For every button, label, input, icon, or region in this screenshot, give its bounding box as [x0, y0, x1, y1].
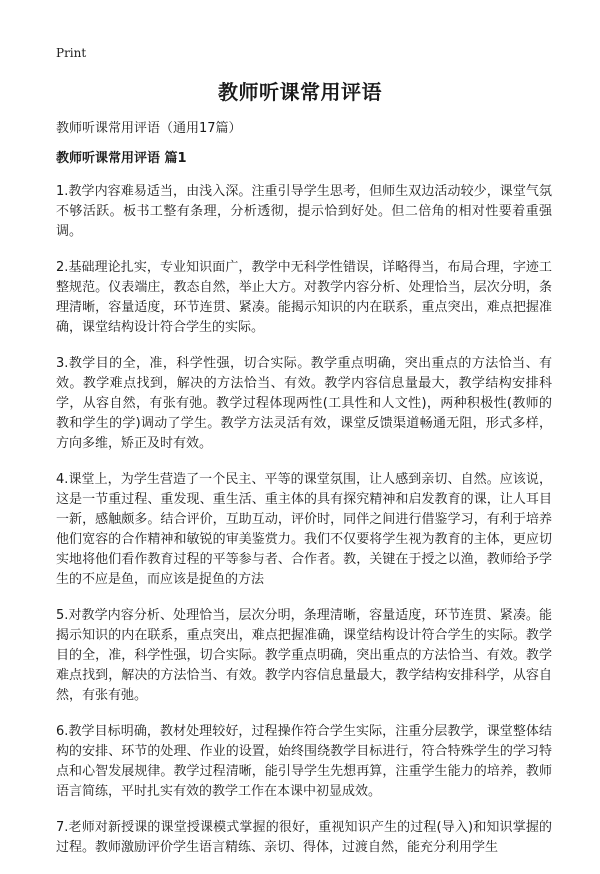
document-subtitle: 教师听课常用评语（通用17篇）: [56, 121, 242, 136]
document-body: [56, 182, 552, 874]
paragraph-4: 4.课堂上，为学生营造了一个民主、平等的课堂氛围，让人感到亲切、自然。应该说，这是一节重过程、重发现、重生活、重主体的具有探究精神和启发教育的课，让人耳目一新，感触颇多。结合评价，互助互动，评价时，同伴之间进行借鉴学习，有利于培养他们宽容的合作精神和敏锐的审美鉴赏力。我们不仅要将学生视为教育的主体，更应切实地将他们看作教育过程的平等参与者、合作者。教，关键在于授之以渔，教师给予学生的不应是鱼，而应该是捉鱼的方法: [56, 472, 552, 587]
paragraph-1: 1.教学内容难易适当，由浅入深。注重引导学生思考，但师生双边活动较少，课堂气氛不够活跃。板书工整有条理，分析透彻，提示恰到好处。但二倍角的相对性要着重强调。: [56, 184, 552, 239]
paragraph-6: 6.教学目标明确，教材处理较好，过程操作符合学生实际，注重分层教学，课堂整体结构的安排、环节的处理、作业的设置，始终围绕教学目标进行，符合特殊学生的学习特点和心智发展规律。教学过程清晰，能引导学生先想再算，注重学生能力的培养，教师语言简练，平时扎实有效的教学工作在本课中初显成效。: [56, 724, 552, 799]
page-title: 教师听课常用评语: [218, 80, 382, 104]
paragraph-7: 7.老师对新授课的课堂授课模式掌握的很好，重视知识产生的过程(导入)和知识掌握的过程。教师激励评价学生语言精练、亲切、得体，过渡自然，能充分利用学生: [56, 820, 552, 855]
section-heading: 教师听课常用评语 篇1: [56, 151, 187, 166]
print-link[interactable]: Print: [56, 46, 87, 60]
paragraph-2: 2.基础理论扎实，专业知识面广，教学中无科学性错误，详略得当，布局合理，字迹工整规范。仪表端庄，教态自然，举止大方。对教学内容分析、处理恰当，层次分明，条理清晰，容量适度，环节连贯、紧凑。能揭示知识的内在联系，重点突出，难点把握准确，课堂结构设计符合学生的实际。: [56, 260, 552, 335]
paragraph-5: 5.对教学内容分析、处理恰当，层次分明，条理清晰，容量适度，环节连贯、紧凑。能揭示知识的内在联系，重点突出，难点把握准确，课堂结构设计符合学生的实际。教学目的全，准，科学性强，切合实际。教学重点明确，突出重点的方法恰当、有效。教学难点找到，解决的方法恰当、有效。教学内容信息量最大，教学结构安排科学，从容自然，有张有弛。: [56, 608, 552, 703]
paragraph-3: 3.教学目的全，准，科学性强，切合实际。教学重点明确，突出重点的方法恰当、有效。教学难点找到，解决的方法恰当、有效。教学内容信息量最大，教学结构安排科学，从容自然，有张有弛。教学过程体现两性(工具性和人文性)，两种积极性(教师的教和学生的学)调动了学生。教学方法灵活有效，课堂反馈渠道畅通无阻，形式多样，方向多维，矫正及时有效。: [56, 356, 552, 451]
